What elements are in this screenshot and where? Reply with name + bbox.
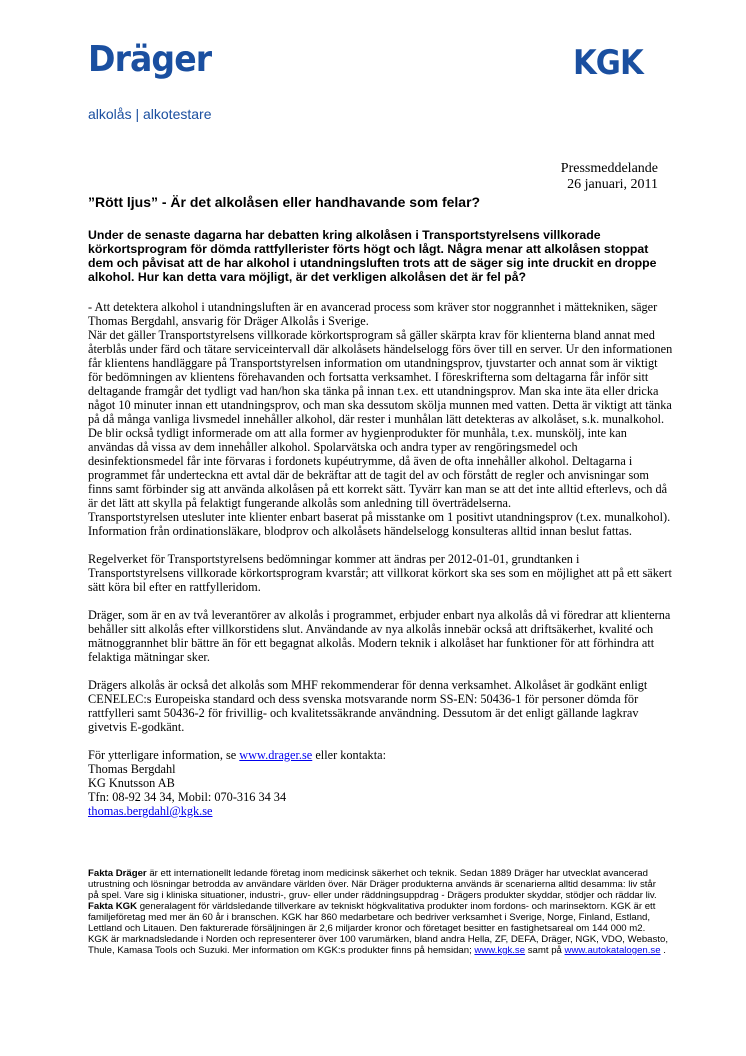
- document-body: [88, 300, 673, 832]
- press-date: 26 januari, 2011: [567, 177, 658, 192]
- drager-logo: [88, 40, 222, 122]
- body-paragraph-3: Dräger, som är en av två leverantörer av alkolås i programmet, erbjuder enbart nya alkolås då vi föredrar att klienterna behåller sitt alkolås efter villkorstidens slut. Användande av nya alkolås innebär också att driftsäkerhet, kvalité och mätnoggrannhet blir bättre än för ett begagnat alkolås. Modern teknik i alkolåset har funktioner för att förhindra att felaktiga mätningar sker.: [88, 608, 671, 664]
- facts-section: [88, 868, 668, 956]
- contact-intro: [88, 748, 673, 762]
- drager-tagline: alkolås | alkotestare: [88, 106, 212, 122]
- kgk-website-link[interactable]: www.kgk.se: [474, 945, 526, 956]
- document-title: ”Rött ljus” - Är det alkolåsen eller handhavande som felar?: [88, 194, 481, 210]
- contact-intro-pre: För ytterligare information, se: [88, 748, 240, 762]
- autokatalogen-link[interactable]: www.autokatalogen.se: [564, 945, 661, 956]
- facts-kgk: [88, 901, 668, 956]
- kgk-logo: KGK: [573, 43, 643, 83]
- contact-name: Thomas Bergdahl: [88, 762, 176, 776]
- contact-phone: Tfn: 08-92 34 34, Mobil: 070-316 34 34: [88, 790, 287, 804]
- facts-kgk-end: .: [660, 945, 666, 956]
- facts-kgk-text: generalagent för världsledande tillverkare av tekniskt högkvalitativa produkter inom fordons- och marinsektorn. KGK är ett familjeföretag med mer än 60 år i branschen. KGK har 860 medarbetare och bedriver verksamhet i Sverige, Norge, Finland, Estland, Lettland och Litauen. Den fakturerade försäljningen är 2,6 miljarder kronor och företaget besitter en fastighetsareal om 144 000 m2. KGK är marknadsledande i Norden och representerer över 100 varumärken, bland andra Hella, ZF, DEFA, Dräger, NGK, VDO, Webasto, Thule, Kamasa Tools och Suzuki. Mer information om KGK:s produkter finns på hemsidan;: [88, 901, 668, 956]
- lead-paragraph: Under de senaste dagarna har debatten kring alkolåsen i Transportstyrelsens villkorade körkortsprogram för dömda rattfyllerister förts högt och lågt. Några menar att alkolåsen stoppat dem och påvisat att de har alkohol i utandningsluften trots att de säger sig inte druckit en droppe alkohol. Hur kan detta vara möjligt, är det verkligen alkolåsen det är fel på?: [88, 228, 657, 284]
- contact-block: [88, 748, 673, 818]
- press-label: Pressmeddelande: [560, 161, 658, 176]
- facts-kgk-label: Fakta KGK: [88, 901, 138, 912]
- facts-drager-label: Fakta Dräger: [88, 868, 147, 879]
- exclusion-text: Transportstyrelsen utesluter inte klienter enbart baserat på misstanke om 1 positivt utandningsprov (t.ex. munalkohol). Information från ordinationsläkare, blodprov och alkolåsets händelselogg konsulteras alltid innan beslut fattas.: [88, 510, 671, 538]
- contact-company: KG Knutsson AB: [88, 776, 175, 790]
- press-header: [561, 161, 658, 193]
- contact-email-link[interactable]: thomas.bergdahl@kgk.se: [88, 804, 213, 818]
- quote-line: - Att detektera alkohol i utandningsluften är en avancerad process som kräver stor noggrannhet i mättekniken, säger Thomas Bergdahl, ansvarig för Dräger Alkolås i Sverige.: [88, 300, 658, 328]
- body-paragraph-1: [88, 300, 673, 538]
- body-paragraph-2: Regelverket för Transportstyrelsens bedömningar kommer att ändras per 2012-01-01, grundtanken i Transportstyrelsens villkorade körkortsprogram kvarstår; att villkorat körkort ska ses som en möjlighet att på ett säkert sätt köra bil efter en rattfylleridom.: [88, 552, 672, 594]
- contact-intro-post: eller kontakta:: [312, 748, 387, 762]
- facts-drager-text: är ett internationellt ledande företag inom medicinsk säkerhet och teknik. Sedan 1889 Dräger har utvecklat avancerad utrustning och lösningar betrodda av användare världen över. När Dräger produkterna används är scenarierna alltid desamma: liv står på spel. Vare sig i kliniska situationer, industri-, gruv- eller under räddningsuppdrag - Drägers produkter skyddar, stödjer och räddar liv.: [88, 868, 657, 901]
- facts-drager: [88, 868, 668, 901]
- drager-website-link[interactable]: www.drager.se: [239, 748, 313, 762]
- drager-wordmark: Dräger: [88, 39, 212, 80]
- facts-kgk-mid: samt på: [525, 945, 565, 956]
- body-paragraph-4: Drägers alkolås är också det alkolås som MHF rekommenderar för denna verksamhet. Alkolåset är godkänt enligt CENELEC:s Europeiska standard och dess svenska motsvarande norm SS-EN: 50436-1 för personer dömda för rattfylleri samt 50436-2 för frivillig- och kvalitetssäkrande användning. Dessutom är det enligt gällande lagkrav givetvis E-godkänt.: [88, 678, 648, 734]
- requirements-text: När det gäller Transportstyrelsens villkorade körkortsprogram så gäller skärpta krav för klienterna bland annat med återblås under färd och tätare serviceintervall där alkolåsets händelselogg förs över till en server. Ur den informationen får klientens handläggare på Transportstyrelsen information om utandningsprov, tjuvstarter och annat som är viktigt för bedömningen av klientens förehavanden och fortsatta verksamhet. I föreskrifterna som deltagarna får inför sitt deltagande framgår det tydligt vad han/hon ska tänka på innan t.ex. ett utandningsprov. Man ska inte äta eller dricka något 10 minuter innan ett utandningsprov, och man ska dessutom skölja munnen med vatten. Detta är viktigt att tänka på då många vanliga livsmedel innehåller alkohol, där rester i munhålan lätt detekteras av alkolåset, s.k. munalkohol. De blir också tydligt informerade om att alla former av hygienprodukter för munhåla, t.ex. munskölj, inte kan användas då vissa av dem innehåller alkohol. Spolarvätska och andra typer av rengöringsmedel och desinfektionsmedel får inte förvaras i fordonets kupéutrymme, då även de ofta innehåller alkohol. Deltagarna i programmet får underteckna ett avtal där de bekräftar att de tagit del av och förstått de regler och anvisningar som finns samt förbinder sig att använda alkolåsen på ett korrekt sätt. Tyvärr kan man se att det inte alltid efterlevs, och då är det lätt att skylla på felaktigt fungerande alkolås som anledning till överträdelserna.: [88, 328, 673, 510]
